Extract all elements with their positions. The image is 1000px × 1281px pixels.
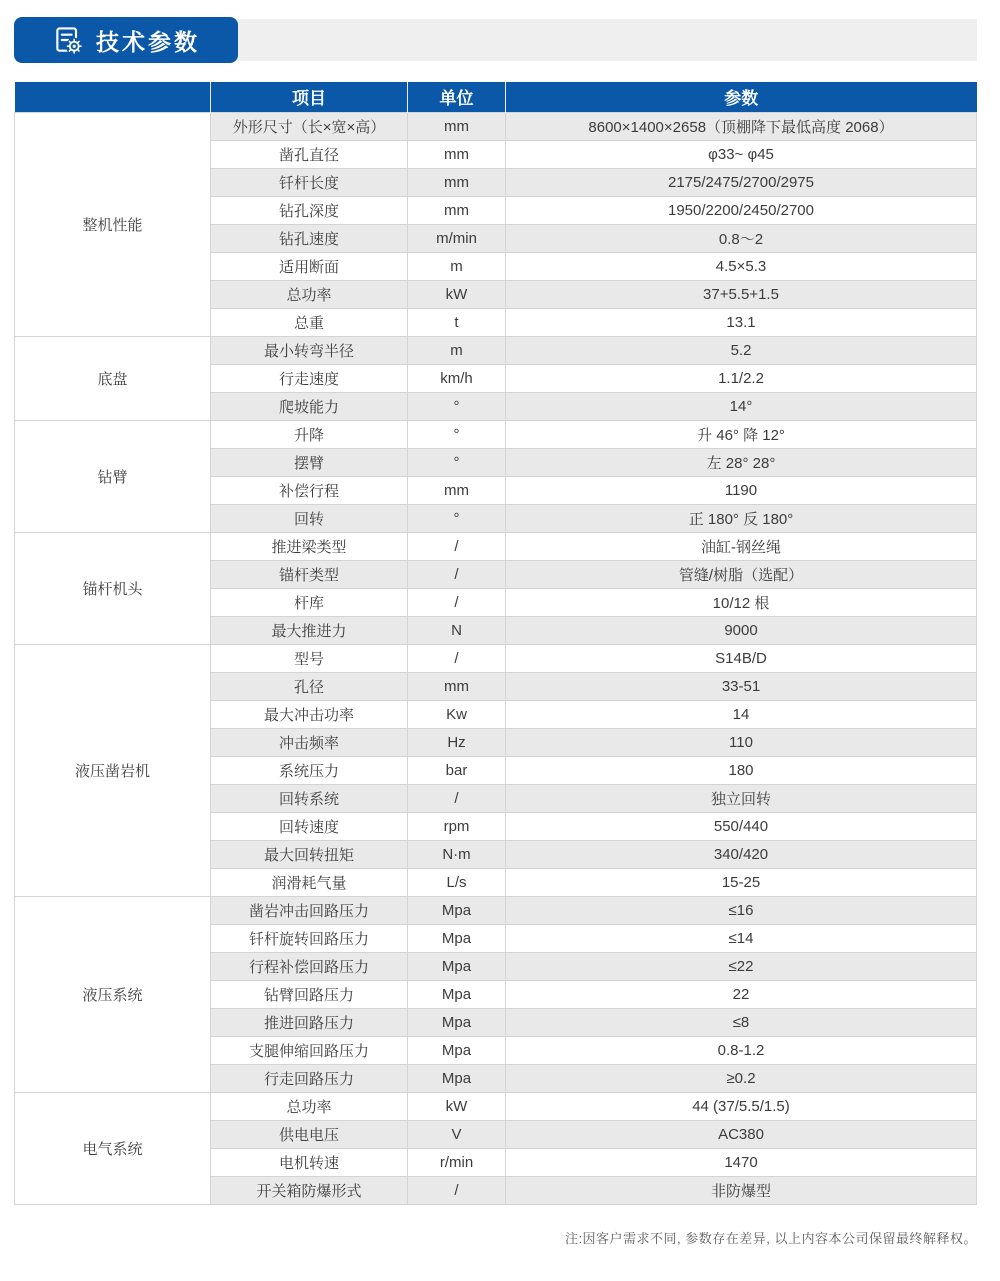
item-cell: 回转速度 — [211, 812, 408, 840]
group-cell: 液压凿岩机 — [15, 644, 211, 896]
item-cell: 回转 — [211, 504, 408, 532]
item-cell: 总重 — [211, 308, 408, 336]
value-cell: 110 — [506, 728, 977, 756]
value-cell: 升 46° 降 12° — [506, 420, 977, 448]
item-cell: 最大推进力 — [211, 616, 408, 644]
group-cell: 电气系统 — [15, 1092, 211, 1204]
item-cell: 钎杆旋转回路压力 — [211, 924, 408, 952]
value-cell: 15-25 — [506, 868, 977, 896]
value-cell: 44 (37/5.5/1.5) — [506, 1092, 977, 1120]
unit-cell: / — [408, 784, 506, 812]
item-cell: 供电电压 — [211, 1120, 408, 1148]
unit-cell: Hz — [408, 728, 506, 756]
unit-cell: ° — [408, 420, 506, 448]
unit-cell: Mpa — [408, 924, 506, 952]
spec-table — [14, 82, 977, 1205]
item-cell: 凿岩冲击回路压力 — [211, 896, 408, 924]
value-cell: 4.5×5.3 — [506, 252, 977, 280]
unit-cell: mm — [408, 112, 506, 140]
unit-cell: r/min — [408, 1148, 506, 1176]
item-cell: 钻孔速度 — [211, 224, 408, 252]
unit-cell: L/s — [408, 868, 506, 896]
unit-cell: Mpa — [408, 1008, 506, 1036]
header-value-cell: 参数 — [506, 82, 977, 112]
value-cell: 左 28° 28° — [506, 448, 977, 476]
group-cell: 钻臂 — [15, 420, 211, 532]
value-cell: 340/420 — [506, 840, 977, 868]
value-cell: 1.1/2.2 — [506, 364, 977, 392]
unit-cell: kW — [408, 1092, 506, 1120]
value-cell: ≤14 — [506, 924, 977, 952]
table-row — [15, 532, 977, 560]
unit-cell: / — [408, 532, 506, 560]
unit-cell: mm — [408, 476, 506, 504]
group-cell: 底盘 — [15, 336, 211, 420]
table-row — [15, 112, 977, 140]
item-cell: 冲击频率 — [211, 728, 408, 756]
unit-cell: mm — [408, 196, 506, 224]
item-cell: 锚杆类型 — [211, 560, 408, 588]
value-cell: 8600×1400×2658（顶棚降下最低高度 2068） — [506, 112, 977, 140]
item-cell: 回转系统 — [211, 784, 408, 812]
value-cell: 1950/2200/2450/2700 — [506, 196, 977, 224]
header-row — [15, 82, 977, 112]
item-cell: 升降 — [211, 420, 408, 448]
value-cell: 33-51 — [506, 672, 977, 700]
value-cell: 0.8～2 — [506, 224, 977, 252]
item-cell: 最大回转扭矩 — [211, 840, 408, 868]
unit-cell: Kw — [408, 700, 506, 728]
table-row — [15, 1092, 977, 1120]
group-cell: 锚杆机头 — [15, 532, 211, 644]
item-cell: 行走速度 — [211, 364, 408, 392]
unit-cell: N — [408, 616, 506, 644]
unit-cell: / — [408, 1176, 506, 1204]
value-cell: ≤8 — [506, 1008, 977, 1036]
item-cell: 开关箱防爆形式 — [211, 1176, 408, 1204]
value-cell: 0.8-1.2 — [506, 1036, 977, 1064]
item-cell: 系统压力 — [211, 756, 408, 784]
disclaimer-note: 注:因客户需求不同, 参数存在差异, 以上内容本公司保留最终解释权。 — [564, 1231, 977, 1246]
item-cell: 凿孔直径 — [211, 140, 408, 168]
unit-cell: mm — [408, 168, 506, 196]
spec-table-body — [15, 112, 977, 1204]
table-row — [15, 336, 977, 364]
value-cell: 180 — [506, 756, 977, 784]
spec-table-header — [15, 82, 977, 112]
item-cell: 推进梁类型 — [211, 532, 408, 560]
value-cell: 2175/2475/2700/2975 — [506, 168, 977, 196]
item-cell: 适用断面 — [211, 252, 408, 280]
item-cell: 外形尺寸（长×宽×高） — [211, 112, 408, 140]
title-bar — [14, 17, 977, 63]
item-cell: 型号 — [211, 644, 408, 672]
unit-cell: km/h — [408, 364, 506, 392]
value-cell: 13.1 — [506, 308, 977, 336]
unit-cell: ° — [408, 392, 506, 420]
unit-cell: m/min — [408, 224, 506, 252]
value-cell: 独立回转 — [506, 784, 977, 812]
value-cell: 5.2 — [506, 336, 977, 364]
table-row — [15, 896, 977, 924]
item-cell: 最小转弯半径 — [211, 336, 408, 364]
item-cell: 行走回路压力 — [211, 1064, 408, 1092]
item-cell: 润滑耗气量 — [211, 868, 408, 896]
value-cell: 10/12 根 — [506, 588, 977, 616]
value-cell: ≥0.2 — [506, 1064, 977, 1092]
value-cell: 非防爆型 — [506, 1176, 977, 1204]
value-cell: 管缝/树脂（选配） — [506, 560, 977, 588]
unit-cell: bar — [408, 756, 506, 784]
title-strip — [124, 19, 977, 61]
unit-cell: t — [408, 308, 506, 336]
value-cell: 14 — [506, 700, 977, 728]
unit-cell: mm — [408, 140, 506, 168]
section-title-chip — [14, 17, 238, 63]
unit-cell: / — [408, 588, 506, 616]
unit-cell: ° — [408, 448, 506, 476]
value-cell: AC380 — [506, 1120, 977, 1148]
item-cell: 支腿伸缩回路压力 — [211, 1036, 408, 1064]
item-cell: 电机转速 — [211, 1148, 408, 1176]
item-cell: 最大冲击功率 — [211, 700, 408, 728]
item-cell: 补偿行程 — [211, 476, 408, 504]
unit-cell: Mpa — [408, 1036, 506, 1064]
value-cell: 14° — [506, 392, 977, 420]
value-cell: 22 — [506, 980, 977, 1008]
value-cell: S14B/D — [506, 644, 977, 672]
unit-cell: V — [408, 1120, 506, 1148]
unit-cell: ° — [408, 504, 506, 532]
unit-cell: rpm — [408, 812, 506, 840]
value-cell: 1190 — [506, 476, 977, 504]
item-cell: 总功率 — [211, 280, 408, 308]
header-item-cell: 项目 — [211, 82, 408, 112]
value-cell: 550/440 — [506, 812, 977, 840]
page-title: 技术参数 — [96, 28, 200, 55]
item-cell: 推进回路压力 — [211, 1008, 408, 1036]
unit-cell: Mpa — [408, 980, 506, 1008]
value-cell: φ33~ φ45 — [506, 140, 977, 168]
table-row — [15, 644, 977, 672]
item-cell: 钻臂回路压力 — [211, 980, 408, 1008]
value-cell: 37+5.5+1.5 — [506, 280, 977, 308]
group-cell: 液压系统 — [15, 896, 211, 1092]
value-cell: 正 180° 反 180° — [506, 504, 977, 532]
item-cell: 总功率 — [211, 1092, 408, 1120]
unit-cell: m — [408, 336, 506, 364]
unit-cell: Mpa — [408, 952, 506, 980]
item-cell: 钎杆长度 — [211, 168, 408, 196]
table-row — [15, 420, 977, 448]
item-cell: 杆库 — [211, 588, 408, 616]
item-cell: 行程补偿回路压力 — [211, 952, 408, 980]
item-cell: 钻孔深度 — [211, 196, 408, 224]
value-cell: 1470 — [506, 1148, 977, 1176]
value-cell: ≤22 — [506, 952, 977, 980]
header-group-cell — [15, 82, 211, 112]
value-cell: ≤16 — [506, 896, 977, 924]
unit-cell: N·m — [408, 840, 506, 868]
item-cell: 摆臂 — [211, 448, 408, 476]
value-cell: 油缸-钢丝绳 — [506, 532, 977, 560]
item-cell: 爬坡能力 — [211, 392, 408, 420]
value-cell: 9000 — [506, 616, 977, 644]
unit-cell: Mpa — [408, 896, 506, 924]
unit-cell: / — [408, 644, 506, 672]
unit-cell: m — [408, 252, 506, 280]
item-cell: 孔径 — [211, 672, 408, 700]
unit-cell: mm — [408, 672, 506, 700]
unit-cell: / — [408, 560, 506, 588]
header-unit-cell: 单位 — [408, 82, 506, 112]
group-cell: 整机性能 — [15, 112, 211, 336]
unit-cell: Mpa — [408, 1064, 506, 1092]
spec-sheet-gear-icon — [52, 24, 84, 56]
unit-cell: kW — [408, 280, 506, 308]
